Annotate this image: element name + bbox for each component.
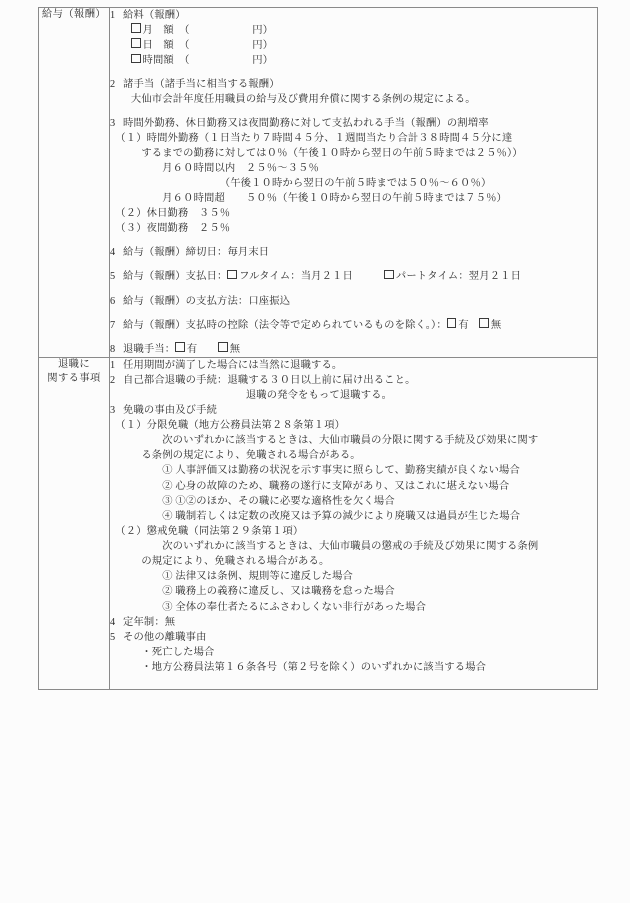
sub-line-text: る条例の規定により、免職される場合がある。: [120, 450, 361, 462]
checkbox-monthly-amount[interactable]: [131, 23, 141, 33]
sub-line-text: ② 心身の故障のため、職務の遂行に支障があり、又はこれに堪えない場合: [120, 480, 510, 492]
item-heading-text: 給与（報酬）支払時の控除（法令等で定められているものを除く。）：: [123, 319, 447, 331]
row-label-line: 給与（報酬）: [41, 9, 107, 20]
sub-line-text: ① 法律又は条例、規則等に違反した場合: [120, 571, 354, 583]
sub-line-text: 月６０時間以内 ２５％～３５％: [120, 163, 319, 175]
spacer: [110, 260, 597, 269]
employment-conditions-table: [38, 7, 598, 690]
spacer: [110, 236, 597, 245]
list-item: [110, 342, 597, 357]
sub-line: [110, 600, 597, 615]
item-heading-text: 免職の事由及び手続: [123, 404, 218, 416]
sub-line: [110, 146, 597, 161]
checkbox-daily-amount[interactable]: [131, 38, 141, 48]
item-heading-text: 給与（報酬）締切日：毎月末日: [123, 247, 270, 259]
list-item: [110, 245, 597, 260]
item-number: 2: [110, 374, 116, 386]
item-heading-text: 自己都合退職の手続：退職する３０日以上前に届け出ること。: [123, 374, 416, 386]
inline-check-label: 有: [186, 343, 198, 355]
sub-line-text: （１）時間外勤務（１日当たり７時間４５分、１週間当たり合計３８時間４５分に達: [120, 133, 513, 145]
item-number: 4: [110, 616, 116, 628]
item-heading-line: [110, 294, 597, 309]
item-number: 3: [110, 118, 116, 130]
sub-line: [110, 524, 597, 539]
table-row: [39, 8, 598, 358]
checkbox-retirement-allowance-no[interactable]: [218, 342, 228, 352]
sub-line: [110, 660, 597, 675]
item-heading-text: 給与（報酬）の支払方法：口座振込: [123, 295, 291, 307]
item-heading-text: 給料（報酬）: [123, 10, 186, 21]
inline-check-label: 無: [229, 343, 241, 355]
sub-line: [110, 191, 597, 206]
checkbox-deduction-yes[interactable]: [447, 318, 457, 328]
sub-line: [110, 494, 597, 509]
sub-line-text: （２）懲戒免職（同法第２９条第１項）: [120, 525, 304, 537]
checkbox-fulltime-payday[interactable]: [227, 270, 237, 280]
checkbox-deduction-no[interactable]: [479, 318, 489, 328]
sub-line-text: ③ 全体の奉仕者たるにふさわしくない非行があった場合: [120, 601, 427, 613]
inline-check-label: パートタイム：翌月２１日: [395, 271, 522, 283]
sub-line: [110, 463, 597, 478]
sub-line: [110, 448, 597, 463]
sub-line-text: ・地方公務員法第１６条各号（第２号を除く）のいずれかに該当する場合: [120, 662, 487, 674]
item-number: 1: [110, 10, 116, 21]
item-heading-text: 時間外勤務、休日勤務又は夜間勤務に対して支払われる手当（報酬）の割増率: [123, 118, 489, 130]
sub-line-text: ② 職務上の義務に違反し、又は職務を怠った場合: [120, 586, 395, 598]
item-heading-line: [110, 245, 597, 260]
item-number: 6: [110, 295, 116, 307]
inline-check-label: フルタイム：当月２１日: [239, 271, 353, 283]
spacer: [110, 333, 597, 342]
sub-line: [110, 92, 597, 107]
list-item: [110, 318, 597, 333]
sub-line-text: 次のいずれかに該当するときは、大仙市職員の懲戒の手続及び効果に関する条例: [120, 541, 539, 553]
item-number: 1: [110, 359, 116, 371]
item-heading-text: 定年制：無: [123, 616, 176, 628]
sub-line: [110, 176, 597, 191]
sub-line-text: ① 人事評価又は勤務の状況を示す事実に照らして、勤務実績が良くない場合: [120, 465, 520, 477]
spacer: [110, 675, 597, 689]
sub-line: [110, 539, 597, 554]
item-number: 7: [110, 319, 116, 331]
item-heading-text: 退職手当：: [123, 343, 176, 355]
checkbox-retirement-allowance-yes[interactable]: [175, 342, 185, 352]
item-heading-line: [110, 8, 597, 23]
sub-line: [110, 161, 597, 176]
sub-line: [110, 131, 597, 146]
sub-line-text: ・死亡した場合: [120, 646, 215, 658]
item-number: 2: [110, 79, 116, 91]
sub-line: [110, 23, 597, 38]
sub-line: [110, 584, 597, 599]
row-content-retirement-matters: [110, 357, 598, 690]
checkbox-hourly-amount[interactable]: [131, 54, 141, 64]
list-item: [110, 403, 597, 615]
sub-line: [110, 53, 597, 68]
item-heading-line: [110, 269, 597, 284]
item-heading-line: [110, 342, 597, 357]
list-item: [110, 373, 597, 403]
row-label-retirement-matters: [39, 357, 110, 690]
list-item: [110, 615, 597, 630]
item-heading-line: [110, 77, 597, 92]
list-item: [110, 269, 597, 284]
sub-line-text: 月６０時間超 ５０％（午後１０時から翌日の午前５時までは７５％）: [120, 193, 507, 205]
item-heading-text: その他の離職事由: [123, 631, 207, 643]
item-heading-text: 給与（報酬）支払日：: [123, 271, 228, 283]
item-heading-line: [110, 373, 597, 388]
sub-line-text: 大仙市会計年度任用職員の給与及び費用弁償に関する条例の規定による。: [130, 94, 476, 106]
item-heading-line: [110, 403, 597, 418]
spacer: [110, 68, 597, 77]
item-heading-line: [110, 630, 597, 645]
list-item: [110, 294, 597, 309]
sub-line: [110, 569, 597, 584]
list-item: [110, 630, 597, 675]
list-item: [110, 8, 597, 68]
sub-line-text: するまでの勤務に対しては０％（午後１０時から翌日の午前５時までは２５％））: [120, 148, 523, 160]
sub-line: [110, 206, 597, 221]
sub-line-text: 日 額 （ 円）: [142, 40, 274, 52]
row-content-salary-remuneration: [110, 8, 598, 358]
spacer: [110, 309, 597, 318]
table-body: [39, 8, 598, 690]
checkbox-parttime-payday[interactable]: [384, 270, 394, 280]
item-number: 5: [110, 271, 116, 283]
row-label-line: 退職に: [57, 358, 91, 370]
row-label-line: 関する事項: [47, 373, 101, 385]
item-heading-line: [110, 358, 597, 373]
sub-line-text: の規定により、免職される場合がある。: [120, 556, 330, 568]
sub-line-text: （午後１０時から翌日の午前５時までは５０％～６０％）: [120, 178, 492, 190]
sub-line-text: ③ ①②のほか、その職に必要な適格性を欠く場合: [120, 495, 395, 507]
item-heading-text: 諸手当（諸手当に相当する報酬）: [123, 79, 280, 91]
sub-line: [110, 509, 597, 524]
item-heading-text: 任用期間が満了した場合には当然に退職する。: [123, 359, 343, 371]
sub-line-text: ④ 職制若しくは定数の改廃又は予算の減少により廃職又は過員が生じた場合: [120, 510, 521, 522]
item-number: 4: [110, 247, 116, 259]
table-row: [39, 357, 598, 690]
sub-line-text: （３）夜間勤務 ２５％: [120, 223, 231, 235]
sub-line-text: 時間額 （ 円）: [142, 55, 274, 67]
sub-line: [110, 479, 597, 494]
sub-line: [110, 645, 597, 660]
inline-check-label: 無: [490, 319, 502, 331]
sub-line-text: 次のいずれかに該当するときは、大仙市職員の分限に関する手続及び効果に関す: [120, 435, 539, 447]
sub-line: [110, 388, 597, 403]
item-number: 3: [110, 404, 116, 416]
sub-line: [110, 418, 597, 433]
sub-line-text: 退職の発令をもって退職する。: [120, 389, 393, 401]
sub-line-text: （２）休日勤務 ３５％: [120, 208, 231, 220]
sub-line: [110, 38, 597, 53]
sub-line-text: （１）分限免職（地方公務員法第２８条第１項）: [120, 420, 346, 432]
row-label-salary-remuneration: [39, 8, 110, 358]
spacer: [110, 107, 597, 116]
list-item: [110, 358, 597, 373]
item-heading-line: [110, 318, 597, 333]
sub-line-text: 月 額 （ 円）: [142, 25, 274, 37]
item-number: 8: [110, 343, 116, 355]
sub-line: [110, 554, 597, 569]
sub-line: [110, 433, 597, 448]
list-item: [110, 116, 597, 236]
item-number: 5: [110, 631, 116, 643]
spacer: [110, 285, 597, 294]
list-item: [110, 77, 597, 107]
sub-line: [110, 221, 597, 236]
inline-check-label: 有: [458, 319, 469, 331]
item-heading-line: [110, 116, 597, 131]
item-heading-line: [110, 615, 597, 630]
